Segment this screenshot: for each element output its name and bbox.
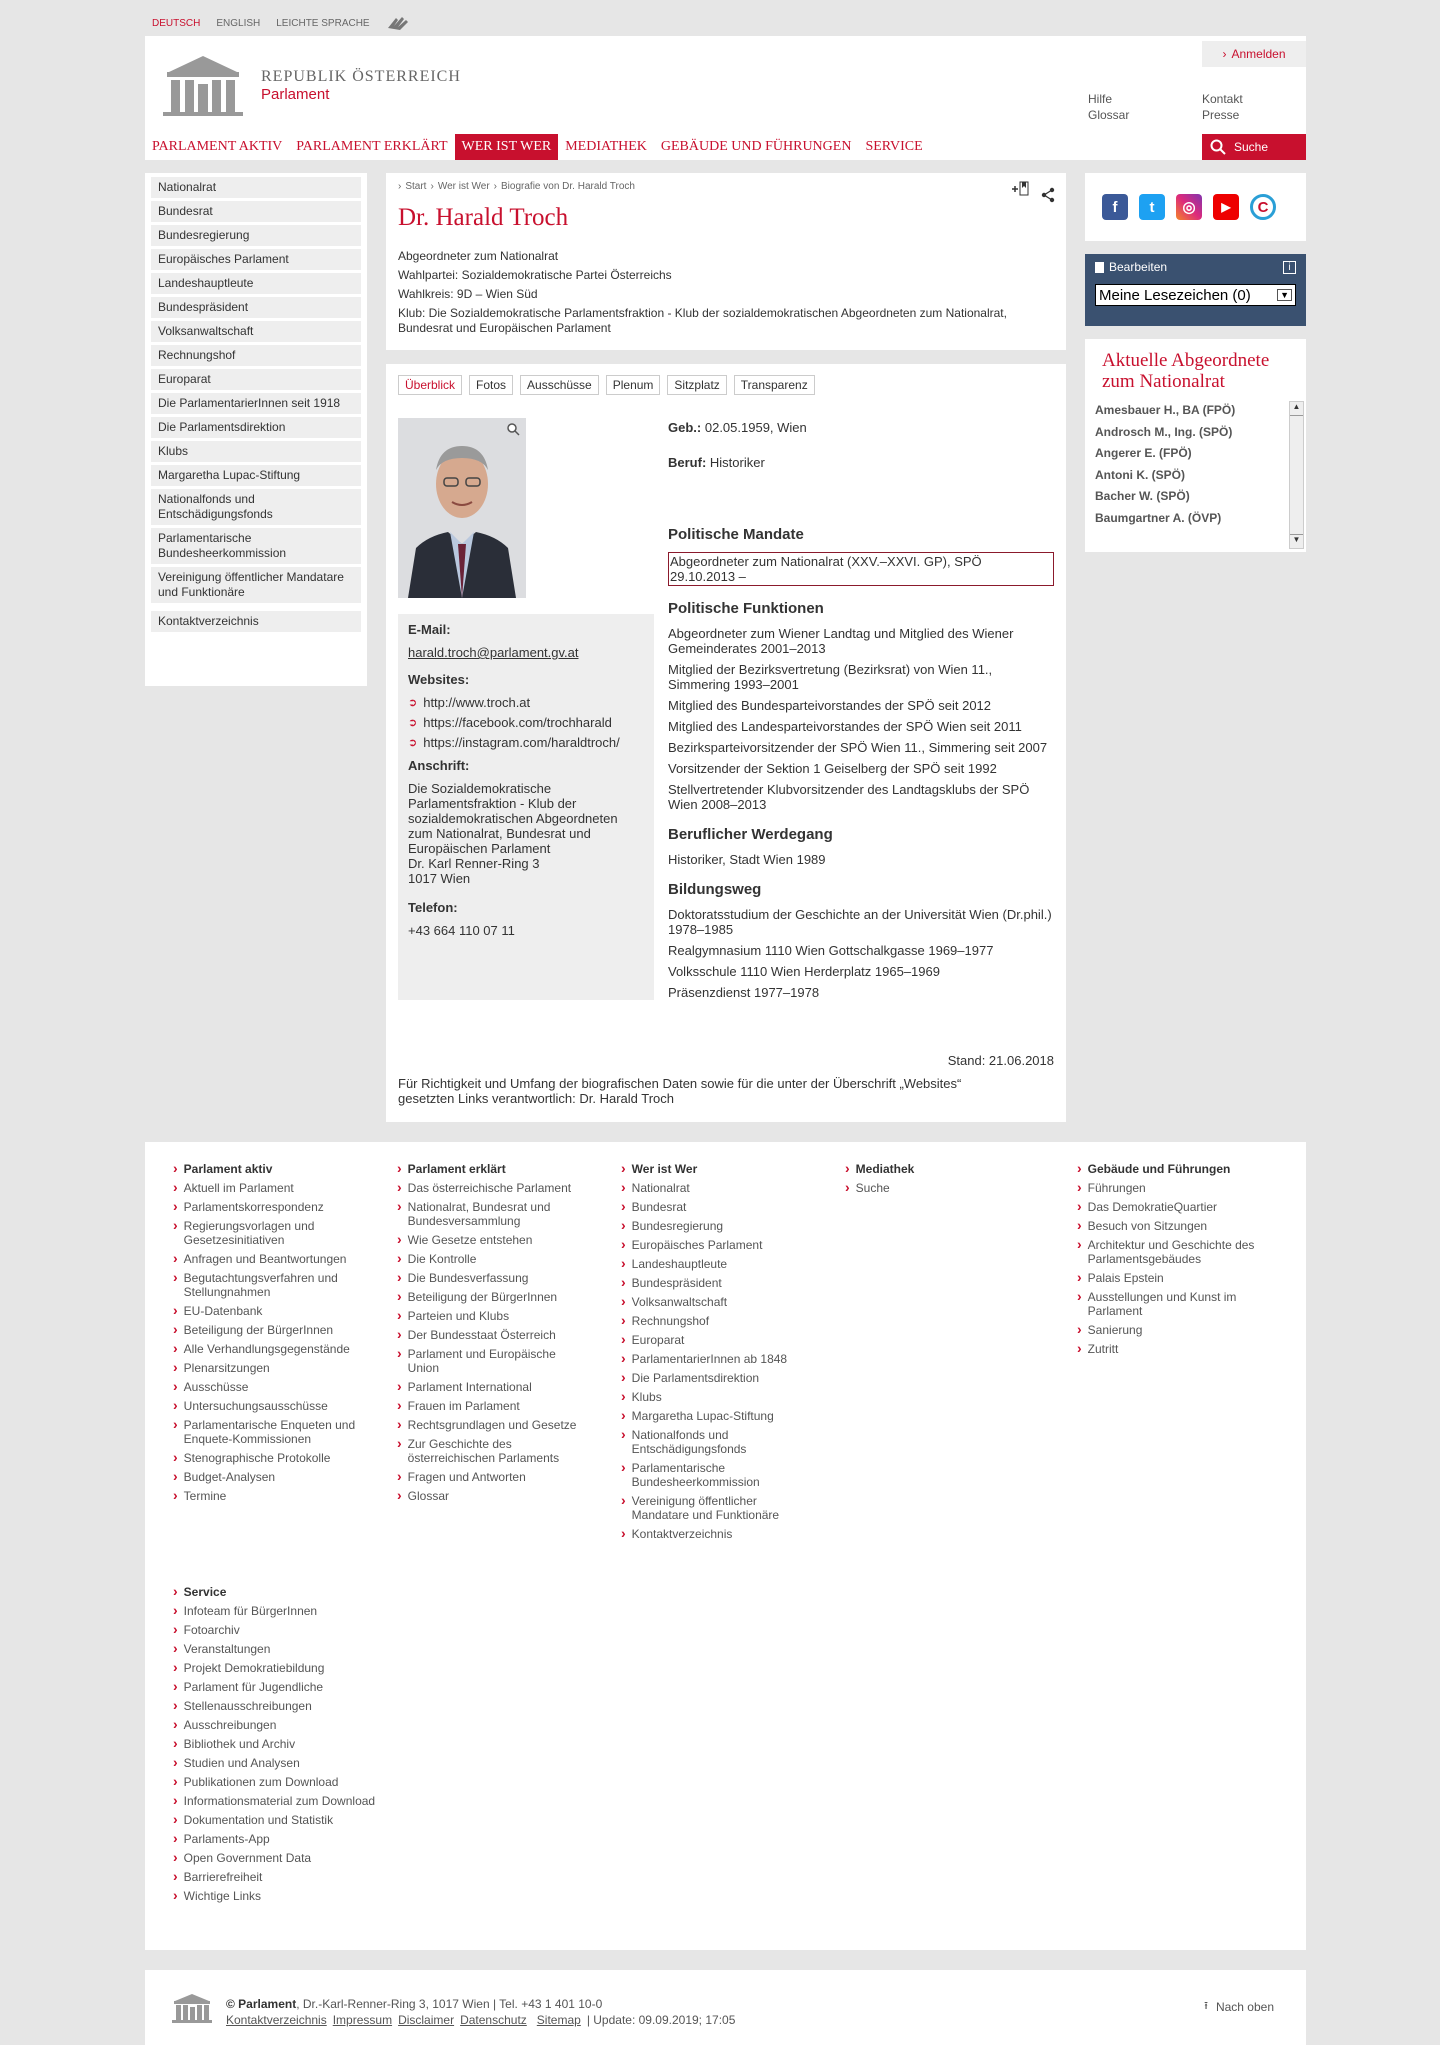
footer-link[interactable]: › Europäisches Parlament <box>621 1238 806 1252</box>
list-item[interactable]: Antoni K. (SPÖ) <box>1095 467 1185 482</box>
footer-link[interactable]: › Suche <box>845 1181 1025 1195</box>
address-line: 1017 Wien <box>408 871 471 886</box>
sidebar-item-lupac[interactable]: Margaretha Lupac-Stiftung <box>151 465 361 486</box>
breadcrumb-werwer[interactable]: Wer ist Wer <box>437 181 490 192</box>
footer-link[interactable]: › Alle Verhandlungsgegenstände <box>173 1342 373 1356</box>
footer-link[interactable]: › Bundesregierung <box>621 1219 806 1233</box>
footer-link[interactable]: › Parlamentarische Enqueten und Enquete-Kommissionen <box>173 1418 373 1446</box>
phone-label: Telefon: <box>408 900 458 915</box>
language-bar <box>152 14 412 32</box>
footer-link[interactable]: › Bundesrat <box>621 1200 806 1214</box>
sidebar-item-nationalfonds[interactable]: Nationalfonds und Entschädigungsfonds <box>151 489 361 525</box>
link-sitemap[interactable]: Sitemap <box>536 2013 581 2027</box>
link-glossar[interactable]: Glossar <box>1088 108 1130 122</box>
job-label: Beruf: <box>668 455 707 470</box>
scrollbar[interactable] <box>1289 401 1304 549</box>
footer-link[interactable]: › Parlament und Europäische Union <box>397 1347 587 1375</box>
footer-link[interactable]: › Infoteam für BürgerInnen <box>173 1604 413 1618</box>
bookmark-add-icon[interactable] <box>1010 181 1030 197</box>
website-link[interactable]: ➲ https://facebook.com/trochharald <box>408 715 612 730</box>
footer-link[interactable]: › Das österreichische Parlament <box>397 1181 587 1195</box>
tab-ueberblick[interactable]: Überblick <box>398 375 462 395</box>
external-link-icon: ➲ <box>408 717 418 729</box>
link-kontakt[interactable]: Kontakt <box>1202 92 1243 106</box>
footer-heading[interactable]: › Service <box>173 1585 413 1599</box>
zoom-icon[interactable] <box>506 422 520 436</box>
function-item: Bezirksparteivorsitzender der SPÖ Wien 11., Simmering seit 2007 <box>668 740 1048 755</box>
address-label: Anschrift: <box>408 758 470 773</box>
sidebar-item-landeshauptleute[interactable]: Landeshauptleute <box>151 273 361 294</box>
nav-mediathek[interactable]: MEDIATHEK <box>565 139 647 154</box>
nav-parlament-erklaert[interactable]: PARLAMENT ERKLÄRT <box>296 139 448 154</box>
bookmark-box <box>1085 254 1306 326</box>
link-datenschutz[interactable]: Datenschutz <box>460 2013 527 2027</box>
footer-link[interactable]: › Das DemokratieQuartier <box>1077 1200 1267 1214</box>
education-item: Präsenzdienst 1977–1978 <box>668 985 820 1000</box>
info-icon[interactable]: i <box>1283 261 1296 274</box>
mandate-line: 29.10.2013 – <box>670 569 746 584</box>
link-hilfe[interactable]: Hilfe <box>1088 92 1113 106</box>
footer-col-gebaeude <box>1077 1162 1267 1361</box>
education-item: Volksschule 1110 Wien Herderplatz 1965–1969 <box>668 964 940 979</box>
email-label: E-Mail: <box>408 622 451 637</box>
link-impressum[interactable]: Impressum <box>332 2013 393 2027</box>
sidebar-item-bundespraesident[interactable]: Bundespräsident <box>151 297 361 318</box>
sign-language-icon[interactable] <box>386 14 412 32</box>
logo-title: REPUBLIK ÖSTERREICH <box>261 67 461 85</box>
footer-link[interactable]: › Fragen und Antworten <box>397 1470 587 1484</box>
link-disclaimer[interactable]: Disclaimer <box>398 2013 455 2027</box>
footer-link[interactable]: › Regierungsvorlagen und Gesetzesinitiativen <box>173 1219 373 1247</box>
sidebar-item-klubs[interactable]: Klubs <box>151 441 361 462</box>
login-button[interactable]: › Anmelden <box>1202 41 1306 67</box>
function-item: Mitglied des Landesparteivorstandes der SPÖ Wien seit 2011 <box>668 719 1022 734</box>
external-link-icon: ➲ <box>408 697 418 709</box>
footer-link[interactable]: › Ausschüsse <box>173 1380 373 1394</box>
footer-heading[interactable]: › Parlament erklärt <box>397 1162 587 1176</box>
sidebar-item-parlamentarier[interactable]: Die ParlamentarierInnen seit 1918 <box>151 393 361 414</box>
footer-link[interactable]: › Parlamentarische Bundesheerkommission <box>621 1461 806 1489</box>
footer-link[interactable]: › Dokumentation und Statistik <box>173 1813 413 1827</box>
footer-link[interactable]: › Parlament International <box>397 1380 587 1394</box>
footer-link[interactable]: › Rechtsgrundlagen und Gesetze <box>397 1418 587 1432</box>
footer-link[interactable]: › Volksanwaltschaft <box>621 1295 806 1309</box>
footer-link[interactable]: › Anfragen und Beantwortungen <box>173 1252 373 1266</box>
function-item: Mitglied der Bezirksvertretung (Bezirksrat) von Wien 11., Simmering 1993–2001 <box>668 662 993 692</box>
footer-link[interactable]: › Ausstellungen und Kunst im Parlament <box>1077 1290 1267 1318</box>
person-club: Klub: Die Sozialdemokratische Parlamentsfraktion - Klub der sozialdemokratischen Abgeordneten zum Nationalrat, Bundesrat und Europäischen Parlament <box>398 306 1007 335</box>
footer-link[interactable]: › Nationalrat <box>621 1181 806 1195</box>
breadcrumb-start[interactable]: Start <box>405 181 427 192</box>
service-links <box>1088 92 1282 122</box>
footer-link[interactable]: › Publikationen zum Download <box>173 1775 413 1789</box>
tab-sitzplatz[interactable]: Sitzplatz <box>667 375 726 395</box>
footer-link[interactable]: › Beteiligung der BürgerInnen <box>173 1323 373 1337</box>
bookmark-icon <box>1095 262 1104 273</box>
footer-link[interactable]: › Aktuell im Parlament <box>173 1181 373 1195</box>
education-item: Doktoratsstudium der Geschichte an der Universität Wien (Dr.phil.) 1978–1985 <box>668 907 1052 937</box>
website-link[interactable]: ➲ http://www.troch.at <box>408 695 531 710</box>
footer-col-parlament-erklaert <box>397 1162 587 1508</box>
page-title: Dr. Harald Troch <box>398 204 569 231</box>
link-kontaktverzeichnis[interactable]: Kontaktverzeichnis <box>226 2013 327 2027</box>
list-item[interactable]: Bacher W. (SPÖ) <box>1095 489 1190 503</box>
sidebar-item-eu-parlament[interactable]: Europäisches Parlament <box>151 249 361 270</box>
instagram-icon[interactable]: ◎ <box>1176 194 1202 220</box>
address-line: Die Sozialdemokratische Parlamentsfraktion - Klub der sozialdemokratischen Abgeordneten zum Nationalrat, Bundesrat und Europäischen Parlament <box>408 781 618 856</box>
contact-box <box>398 614 654 1000</box>
footer-link[interactable]: › Open Government Data <box>173 1851 413 1865</box>
sidebar-item-europarat[interactable]: Europarat <box>151 369 361 390</box>
footer-col-parlament-aktiv <box>173 1162 373 1508</box>
address-line: Dr. Karl Renner-Ring 3 <box>408 856 540 871</box>
sidebar-item-kontakt[interactable]: Kontaktverzeichnis <box>151 611 361 632</box>
tab-fotos[interactable]: Fotos <box>469 375 513 395</box>
footer-link[interactable]: › Die Parlamentsdirektion <box>621 1371 806 1385</box>
footer-link[interactable]: › Die Kontrolle <box>397 1252 587 1266</box>
footer-col-service <box>173 1585 413 1908</box>
footer-link[interactable]: › Kontaktverzeichnis <box>621 1527 806 1541</box>
footer-link[interactable]: › Europarat <box>621 1333 806 1347</box>
function-item: Stellvertretender Klubvorsitzender des Landtagsklubs der SPÖ Wien 2008–2013 <box>668 782 1030 812</box>
footer-link[interactable]: › EU-Datenbank <box>173 1304 373 1318</box>
footer-link[interactable]: › ParlamentarierInnen ab 1848 <box>621 1352 806 1366</box>
copyright: © Parlament <box>226 1997 297 2011</box>
bottom-bar <box>145 1970 1306 2045</box>
dropdown-icon: ▼ <box>1277 289 1292 301</box>
lang-english[interactable]: ENGLISH <box>216 17 261 29</box>
list-item[interactable]: Angerer E. (FPÖ) <box>1095 446 1192 460</box>
footer-link[interactable]: › Fotoarchiv <box>173 1623 413 1637</box>
footer-heading[interactable]: › Mediathek <box>845 1162 1025 1176</box>
footer-link[interactable]: › Projekt Demokratiebildung <box>173 1661 413 1675</box>
person-district: Wahlkreis: 9D – Wien Süd <box>398 287 538 301</box>
footer-link[interactable]: › Wie Gesetze entstehen <box>397 1233 587 1247</box>
footer-link[interactable]: › Parteien und Klubs <box>397 1309 587 1323</box>
footer-link[interactable]: › Landeshauptleute <box>621 1257 806 1271</box>
footer-link[interactable]: › Glossar <box>397 1489 587 1503</box>
portrait-photo[interactable] <box>398 418 526 598</box>
functions-title: Politische Funktionen <box>668 600 824 617</box>
footer-link[interactable]: › Klubs <box>621 1390 806 1404</box>
search-button[interactable]: Suche <box>1202 134 1306 160</box>
share-icon[interactable] <box>1040 187 1056 203</box>
youtube-icon[interactable]: ▶ <box>1213 194 1239 220</box>
list-item[interactable]: Baumgartner A. (ÖVP) <box>1095 510 1222 525</box>
tab-transparenz[interactable]: Transparenz <box>734 375 815 395</box>
footer-link[interactable]: › Zur Geschichte des österreichischen Parlaments <box>397 1437 587 1465</box>
footer-link[interactable]: › Studien und Analysen <box>173 1756 413 1770</box>
footer-link[interactable]: › Rechnungshof <box>621 1314 806 1328</box>
footer-link[interactable]: › Termine <box>173 1489 373 1503</box>
footer-link[interactable]: › Stellenausschreibungen <box>173 1699 413 1713</box>
social-box <box>1085 173 1306 241</box>
footer-link[interactable]: › Bibliothek und Archiv <box>173 1737 413 1751</box>
search-icon <box>1210 139 1226 155</box>
facebook-icon[interactable]: f <box>1102 194 1128 220</box>
site-header <box>145 36 1306 134</box>
list-item[interactable]: Amesbauer H., BA (FPÖ) <box>1095 403 1236 417</box>
scroll-up-icon[interactable]: ▲ <box>1290 402 1303 416</box>
sidebar-item-rechnungshof[interactable]: Rechnungshof <box>151 345 361 366</box>
footer-link[interactable]: › Informationsmaterial zum Download <box>173 1794 413 1808</box>
site-footer <box>145 1142 1306 1950</box>
footer-link[interactable]: › Wichtige Links <box>173 1889 413 1903</box>
list-item[interactable]: Androsch M., Ing. (SPÖ) <box>1095 424 1233 439</box>
footer-link[interactable]: › Zutritt <box>1077 1342 1267 1356</box>
footer-link[interactable]: › Stenographische Protokolle <box>173 1451 373 1465</box>
breadcrumb-current: Biografie von Dr. Harald Troch <box>501 181 635 192</box>
footer-link[interactable]: › Beteiligung der BürgerInnen <box>397 1290 587 1304</box>
nav-parlament-aktiv[interactable]: PARLAMENT AKTIV <box>152 139 283 154</box>
footer-link[interactable]: › Führungen <box>1077 1181 1267 1195</box>
update-date: | Update: 09.09.2019; 17:05 <box>586 2013 736 2027</box>
footer-heading[interactable]: › Wer ist Wer <box>621 1162 806 1176</box>
nav-gebaeude[interactable]: GEBÄUDE UND FÜHRUNGEN <box>660 139 852 154</box>
parliament-app-icon[interactable]: C <box>1250 194 1276 220</box>
function-item: Vorsitzender der Sektion 1 Geiselberg der SPÖ seit 1992 <box>668 761 997 776</box>
sidebar-item-bundesheerkommission[interactable]: Parlamentarische Bundesheerkommission <box>151 528 361 564</box>
scroll-down-icon[interactable]: ▼ <box>1290 534 1303 548</box>
deputies-list <box>1095 400 1235 529</box>
parliament-logo-icon <box>159 54 247 116</box>
sidebar-item-mandatare[interactable]: Vereinigung öffentlicher Mandatare und Funktionäre <box>151 567 361 603</box>
function-item: Mitglied des Bundesparteivorstandes der SPÖ seit 2012 <box>668 698 992 713</box>
born-value: 02.05.1959, Wien <box>704 420 807 435</box>
nav-wer-ist-wer[interactable]: WER IST WER <box>455 134 559 160</box>
footer-col-wer-ist-wer <box>621 1162 806 1546</box>
sidebar <box>145 173 367 686</box>
footer-link[interactable]: › Plenarsitzungen <box>173 1361 373 1375</box>
profile-tabs <box>398 375 815 395</box>
external-link-icon: ➲ <box>408 737 418 749</box>
education-title: Bildungsweg <box>668 881 762 898</box>
footer-heading[interactable]: › Parlament aktiv <box>173 1162 373 1176</box>
footer-link[interactable]: › Parlament für Jugendliche <box>173 1680 413 1694</box>
footer-link[interactable]: › Nationalrat, Bundesrat und Bundesversammlung <box>397 1200 587 1228</box>
sidebar-item-direktion[interactable]: Die Parlamentsdirektion <box>151 417 361 438</box>
stand-date: Stand: 21.06.2018 <box>947 1053 1054 1068</box>
link-presse[interactable]: Presse <box>1202 108 1240 122</box>
footer-link[interactable]: › Parlaments-App <box>173 1832 413 1846</box>
logo[interactable] <box>159 54 461 116</box>
mandate-box <box>668 552 1054 586</box>
born-label: Geb.: <box>668 420 702 435</box>
footer-link[interactable]: › Begutachtungsverfahren und Stellungnahmen <box>173 1271 373 1299</box>
footer-address: , Dr.-Karl-Renner-Ring 3, 1017 Wien | Tel. +43 1 401 10-0 <box>296 1997 603 2011</box>
sidebar-item-nationalrat[interactable]: Nationalrat <box>151 177 361 198</box>
email-link[interactable]: harald.troch@parlament.gv.at <box>408 645 579 660</box>
parliament-small-logo-icon <box>171 1993 213 2023</box>
footer-link[interactable]: › Besuch von Sitzungen <box>1077 1219 1267 1233</box>
tab-ausschuesse[interactable]: Ausschüsse <box>520 375 599 395</box>
footer-link[interactable]: › Sanierung <box>1077 1323 1267 1337</box>
website-link[interactable]: ➲ https://instagram.com/haraldtroch/ <box>408 735 620 750</box>
footer-link[interactable]: › Palais Epstein <box>1077 1271 1267 1285</box>
footer-link[interactable]: › Barrierefreiheit <box>173 1870 413 1884</box>
current-deputies-title: Aktuelle Abgeordnete zum Nationalrat <box>1102 350 1270 392</box>
back-to-top-button[interactable]: ⭱ Nach oben <box>1204 1997 1274 2016</box>
footer-link[interactable]: › Architektur und Geschichte des Parlamentsgebäudes <box>1077 1238 1267 1266</box>
footer-link[interactable]: › Der Bundesstaat Österreich <box>397 1328 587 1342</box>
profile-body <box>386 364 1066 1122</box>
portrait-image <box>398 418 526 598</box>
logo-subtitle: Parlament <box>261 85 330 103</box>
person-party: Wahlpartei: Sozialdemokratische Partei Österreichs <box>398 268 672 282</box>
twitter-icon[interactable]: t <box>1139 194 1165 220</box>
sidebar-item-bundesrat[interactable]: Bundesrat <box>151 201 361 222</box>
nav-service[interactable]: SERVICE <box>865 139 923 154</box>
footer-link[interactable]: › Veranstaltungen <box>173 1642 413 1656</box>
footer-link[interactable]: › Budget-Analysen <box>173 1470 373 1484</box>
function-item: Abgeordneter zum Wiener Landtag und Mitglied des Wiener Gemeinderates 2001–2013 <box>668 626 1014 656</box>
current-deputies-box <box>1085 339 1306 552</box>
phone-number: +43 664 110 07 11 <box>408 923 515 938</box>
lang-easy[interactable]: LEICHTE SPRACHE <box>276 17 370 29</box>
lang-deutsch[interactable]: DEUTSCH <box>152 17 201 29</box>
mandates-title: Politische Mandate <box>668 526 804 543</box>
footer-link[interactable]: › Vereinigung öffentlicher Mandatare und Funktionäre <box>621 1494 806 1522</box>
breadcrumb: › Start › Wer ist Wer › Biografie von Dr. Harald Troch <box>398 181 635 192</box>
footer-link[interactable]: › Ausschreibungen <box>173 1718 413 1732</box>
job-value: Historiker <box>709 455 765 470</box>
footer-link[interactable]: › Parlamentskorrespondenz <box>173 1200 373 1214</box>
websites-label: Websites: <box>408 672 470 687</box>
responsibility-note: Für Richtigkeit und Umfang der biografischen Daten sowie für die unter der Überschrift „Websites“ gesetzten Links verantwortlich: Dr. Harald Troch <box>398 1076 962 1106</box>
footer-heading[interactable]: › Gebäude und Führungen <box>1077 1162 1267 1176</box>
career-title: Beruflicher Werdegang <box>668 826 833 843</box>
footer-link[interactable]: › Untersuchungsausschüsse <box>173 1399 373 1413</box>
arrow-up-icon: ⭱ <box>1204 2000 1208 2012</box>
career-item: Historiker, Stadt Wien 1989 <box>668 852 826 867</box>
footer-link[interactable]: › Bundespräsident <box>621 1276 806 1290</box>
footer-link[interactable]: › Nationalfonds und Entschädigungsfonds <box>621 1428 806 1456</box>
profile-header <box>386 173 1066 350</box>
footer-link[interactable]: › Die Bundesverfassung <box>397 1271 587 1285</box>
tab-plenum[interactable]: Plenum <box>606 375 661 395</box>
bookmark-title: Bearbeiten <box>1109 260 1168 274</box>
footer-link[interactable]: › Frauen im Parlament <box>397 1399 587 1413</box>
footer-link[interactable]: › Margaretha Lupac-Stiftung <box>621 1409 806 1423</box>
sidebar-item-volksanwaltschaft[interactable]: Volksanwaltschaft <box>151 321 361 342</box>
bio-section <box>668 420 1054 1006</box>
person-role: Abgeordneter zum Nationalrat <box>398 249 559 263</box>
footer-col-mediathek <box>845 1162 1025 1200</box>
bookmark-select[interactable]: Meine Lesezeichen (0) ▼ <box>1095 284 1296 306</box>
main-nav <box>145 134 1306 160</box>
sidebar-item-bundesregierung[interactable]: Bundesregierung <box>151 225 361 246</box>
education-item: Realgymnasium 1110 Wien Gottschalkgasse 1969–1977 <box>668 943 994 958</box>
mandate-line: Abgeordneter zum Nationalrat (XXV.–XXVI. GP), SPÖ <box>670 554 982 569</box>
